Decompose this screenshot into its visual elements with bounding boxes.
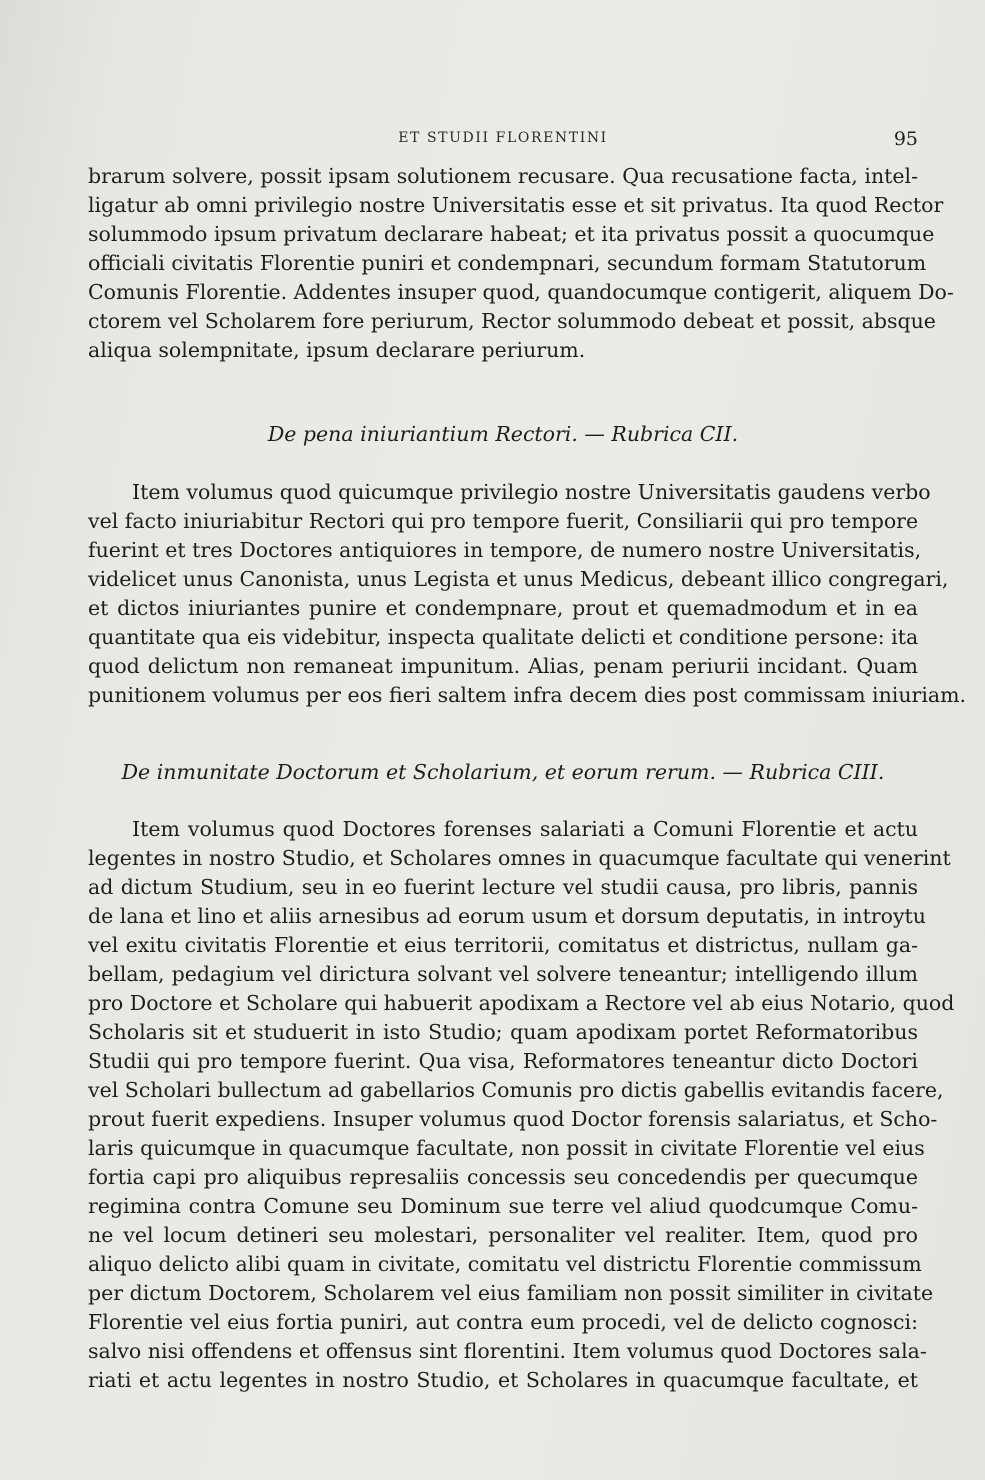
text-line: legentes in nostro Studio, et Scholares omnes in quacumque facultate qui venerint [88,846,951,870]
text-line: aliqua solempnitate, ipsum declarare periurum. [88,338,586,362]
running-head-title: ET STUDII FLORENTINI [398,130,608,146]
paragraph-rubrica-ciii [88,815,955,1395]
text-line: pro Doctore et Scholare qui habuerit apodixam a Rectore vel ab eius Notario, quod [88,991,955,1015]
text-line: aliquo delicto alibi quam in civitate, comitatu vel districtu Florentie commissum [88,1252,922,1276]
text-line: et dictos iniuriantes punire et condempnare, prout et quemadmodum et in ea [88,596,918,620]
text-line: Florentie vel eius fortia puniri, aut contra eum procedi, vel de delicto cognosci: [88,1310,918,1334]
paragraph-continued [88,162,954,365]
text-line: ligatur ab omni privilegio nostre Universitatis esse et sit privatus. Ita quod Rector [88,193,944,217]
text-line: per dictum Doctorem, Scholarem vel eius familiam non possit similiter in civitate [88,1281,934,1305]
text-line: Item volumus quod quicumque privilegio nostre Universitatis gaudens verbo [132,480,931,504]
text-line: fuerint et tres Doctores antiquiores in tempore, de numero nostre Universitatis, [88,538,922,562]
rubric-heading-ciii: De inmunitate Doctorum et Scholarium, et eorum rerum. — Rubrica CIII. [121,760,885,784]
text-line: quantitate qua eis videbitur, inspecta qualitate delicti et conditione persone: ita [88,625,919,649]
text-line: riati et actu legentes in nostro Studio, et Scholares in quacumque facultate, et [88,1368,918,1392]
text-line: ctorem vel Scholarem fore periurum, Rector solummodo debeat et possit, absque [88,309,936,333]
text-line: vel facto iniuriabitur Rectori qui pro tempore fuerit, Consiliarii qui pro tempore [88,509,919,533]
text-line: fortia capi pro aliquibus represaliis concessis seu concedendis per quecumque [88,1165,918,1189]
text-line: Comunis Florentie. Addentes insuper quod, quandocumque contigerit, aliquem Do- [88,280,954,304]
text-line: videlicet unus Canonista, unus Legista et unus Medicus, debeant illico congregari, [88,567,949,591]
text-line: vel exitu civitatis Florentie et eius territorii, comitatus et districtus, nullam ga- [88,933,918,957]
page-number: 95 [893,128,918,150]
text-line: Studii qui pro tempore fuerint. Qua visa, Reformatores teneantur dicto Doctori [88,1049,918,1073]
text-line: Item volumus quod Doctores forenses salariati a Comuni Florentie et actu [132,817,918,841]
paragraph-rubrica-cii [88,478,967,710]
text-line: officiali civitatis Florentie puniri et condempnari, secundum formam Statutorum [88,251,927,275]
text-line: punitionem volumus per eos fieri saltem infra decem dies post commissam iniuriam. [88,683,967,707]
text-line: vel Scholari bullectum ad gabellarios Comunis pro dictis gabellis evitandis facere, [88,1078,944,1102]
text-line: solummodo ipsum privatum declarare habeat; et ita privatus possit a quocumque [88,222,935,246]
text-line: regimina contra Comune seu Dominum sue terre vel aliud quodcumque Comu- [88,1194,918,1218]
text-line: ad dictum Studium, seu in eo fuerint lecture vel studii causa, pro libris, pannis [88,875,918,899]
text-line: bellam, pedagium vel dirictura solvant vel solvere teneantur; intelligendo illum [88,962,918,986]
text-line: laris quicumque in quacumque facultate, non possit in civitate Florentie vel eius [88,1136,925,1160]
running-head [88,130,918,156]
rubric-heading-cii: De pena iniuriantium Rectori. — Rubrica CII. [267,422,739,446]
text-line: Scholaris sit et studuerit in isto Studio; quam apodixam portet Reformatoribus [88,1020,918,1044]
text-line: quod delictum non remaneat impunitum. Alias, penam periurii incidant. Quam [88,654,918,678]
text-line: prout fuerit expediens. Insuper volumus quod Doctor forensis salariatus, et Scho- [88,1107,938,1131]
text-line: salvo nisi offendens et offensus sint florentini. Item volumus quod Doctores sala- [88,1339,927,1363]
text-line: de lana et lino et aliis arnesibus ad eorum usum et dorsum deputatis, in introytu [88,904,926,928]
text-line: ne vel locum detineri seu molestari, personaliter vel realiter. Item, quod pro [88,1223,918,1247]
text-line: brarum solvere, possit ipsam solutionem recusare. Qua recusatione facta, intel- [88,164,918,188]
